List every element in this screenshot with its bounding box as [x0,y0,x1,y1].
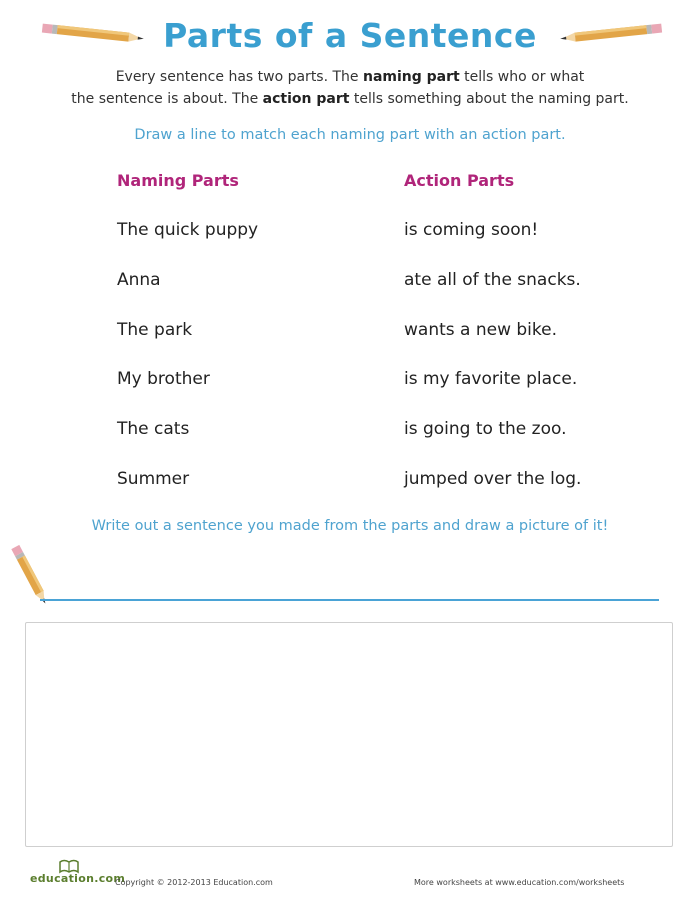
action-part-term: action part [262,91,350,107]
intro-text [40,66,660,110]
match-instruction: Draw a line to match each naming part with an action part. [134,127,566,143]
intro-text-segment: tells something about the naming part. [349,91,629,107]
naming-part-item[interactable]: The quick puppy [117,220,259,240]
naming-part-item[interactable]: My brother [117,369,210,390]
naming-part-item[interactable]: Summer [117,468,190,489]
more-worksheets-link[interactable]: More worksheets at www.education.com/worksheets [414,878,625,887]
intro-line-1 [40,66,660,88]
naming-parts-header: Naming Parts [117,171,239,190]
page-title: Parts of a Sentence [163,16,537,55]
write-instruction: Write out a sentence you made from the parts and draw a picture of it! [91,518,609,534]
naming-part-item[interactable]: The cats [117,419,190,440]
intro-text-segment: tells who or what [459,69,585,85]
intro-text-segment: Every sentence has two parts. The [115,69,363,85]
action-parts-header: Action Parts [404,171,515,190]
action-part-item[interactable]: ate all of the snacks. [404,269,581,290]
copyright-text: Copyright © 2012-2013 Education.com [115,878,273,887]
intro-line-2 [40,88,660,110]
intro-text-segment: the sentence is about. The [71,91,263,107]
action-part-item[interactable]: wants a new bike. [404,319,557,340]
action-part-item[interactable]: is going to the zoo. [404,419,567,440]
naming-parts-list [117,218,258,517]
naming-part-item[interactable]: The park [117,319,193,340]
action-parts-list [404,218,581,517]
drawing-area[interactable] [25,622,673,847]
writing-line[interactable] [40,599,659,601]
pencil-icon [8,540,48,604]
naming-part-item[interactable]: Anna [117,269,161,290]
action-part-item[interactable]: jumped over the log. [404,468,582,489]
action-part-item[interactable]: is coming soon! [404,220,539,240]
naming-part-term: naming part [362,69,460,85]
action-part-item[interactable]: is my favorite place. [404,369,578,390]
site-logo[interactable]: education.com [30,872,126,885]
